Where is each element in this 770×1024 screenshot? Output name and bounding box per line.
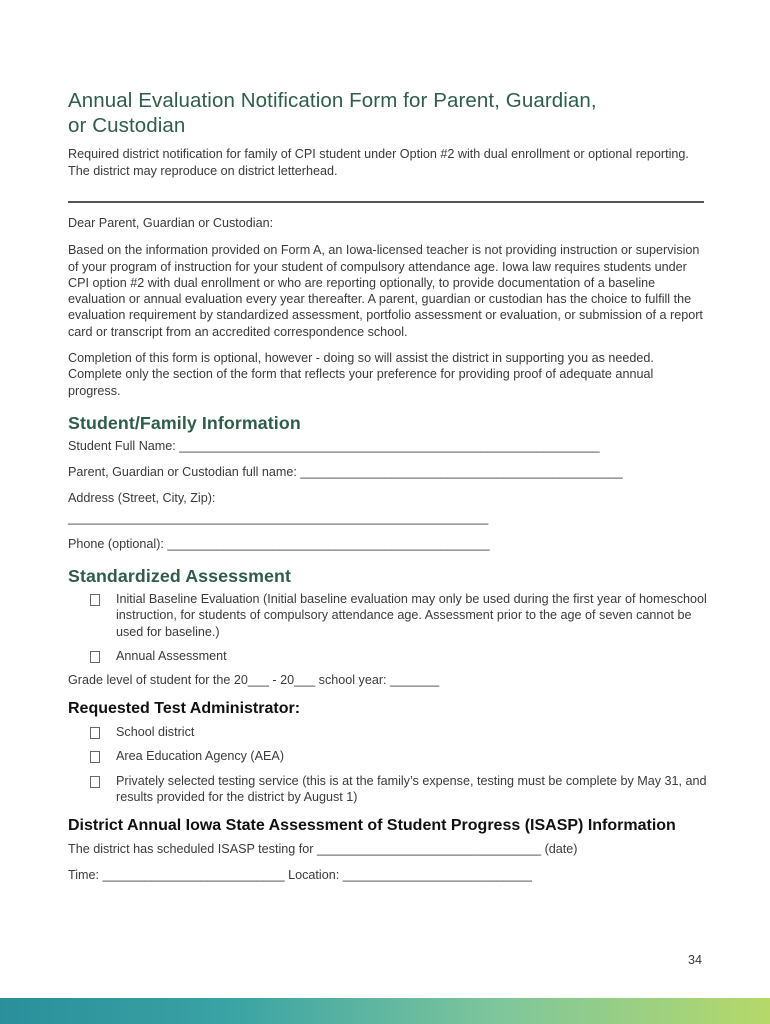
address-label: Address (Street, City, Zip): <box>68 490 216 505</box>
header-divider <box>68 201 704 203</box>
option-aea[interactable] <box>88 748 708 764</box>
parent-name-field[interactable]: Parent, Guardian or Custodian full name: ______________________________________________ <box>68 464 623 479</box>
isasp-date-field[interactable]: The district has scheduled ISASP testing for ________________________________ (date) <box>68 842 578 857</box>
page-number: 34 <box>687 953 702 967</box>
option-aea-label: Area Education Agency (AEA) <box>116 749 285 764</box>
student-name-field[interactable]: Student Full Name: ____________________________________________________________ <box>68 438 600 453</box>
form-content <box>68 88 708 893</box>
option-private-service[interactable] <box>88 773 708 806</box>
page-subtitle: Required district notification for family of CPI student under Option #2 with dual enrollment or optional reporting. The district may reproduce on district letterhead. <box>68 147 689 178</box>
checkbox-icon[interactable] <box>90 751 100 763</box>
time-location-field[interactable]: Time: __________________________ Location: ___________________________ <box>68 868 532 883</box>
address-field[interactable]: ____________________________________________________________ <box>68 510 489 525</box>
page-title <box>68 88 708 138</box>
option-school-district-label: School district <box>116 725 195 740</box>
phone-field[interactable]: Phone (optional): ______________________________________________ <box>68 536 490 551</box>
checkbox-icon[interactable] <box>90 776 100 788</box>
standardized-assessment-heading: Standardized Assessment <box>68 565 291 586</box>
checkbox-icon[interactable] <box>90 594 100 606</box>
test-administrator-heading: Requested Test Administrator: <box>68 700 301 718</box>
option-private-service-label: Privately selected testing service (this is at the family’s expense, testing must be complete by May 31, and results provided for the district by August 1) <box>116 773 707 805</box>
isasp-heading: District Annual Iowa State Assessment of Student Progress (ISASP) Information <box>68 817 676 835</box>
salutation: Dear Parent, Guardian or Custodian: <box>68 216 274 230</box>
option-school-district[interactable] <box>88 724 708 740</box>
title-line-2: or Custodian <box>68 114 186 137</box>
checkbox-icon[interactable] <box>90 727 100 739</box>
option-initial-baseline[interactable] <box>88 591 708 640</box>
option-annual-assessment-label: Annual Assessment <box>116 648 227 663</box>
letter-paragraph-2: Completion of this form is optional, however - doing so will assist the district in supporting you as needed. Complete only the section of the form that reflects your preference for providing proof of adequate annual progress. <box>68 351 654 398</box>
footer-gradient-bar <box>0 998 770 1024</box>
option-initial-baseline-label: Initial Baseline Evaluation (Initial baseline evaluation may only be used during the first year of homeschool instruction, for students of compulsory attendance age. Assessment prior to the age of seven cannot be used for baseline.) <box>116 591 707 639</box>
checkbox-icon[interactable] <box>90 651 100 663</box>
letter-paragraph-1: Based on the information provided on Form A, an Iowa-licensed teacher is not providing instruction or supervision of your program of instruction for your student of compulsory attendance age. Iowa law requires students under CPI option #2 with dual enrollment or who are reporting optionally, to provide documentation of a baseline evaluation or annual evaluation every year thereafter. A parent, guardian or custodian has the choice to fulfill the evaluation requirement by standardized assessment, portfolio assessment or evaluation, or submission of a report card or transcript from an accredited correspondence school. <box>68 243 703 339</box>
student-family-heading: Student/Family Information <box>68 412 301 433</box>
option-annual-assessment[interactable] <box>88 648 708 664</box>
title-line-1: Annual Evaluation Notification Form for Parent, Guardian, <box>68 89 597 112</box>
grade-level-field[interactable]: Grade level of student for the 20___ - 20___ school year: _______ <box>68 673 440 688</box>
